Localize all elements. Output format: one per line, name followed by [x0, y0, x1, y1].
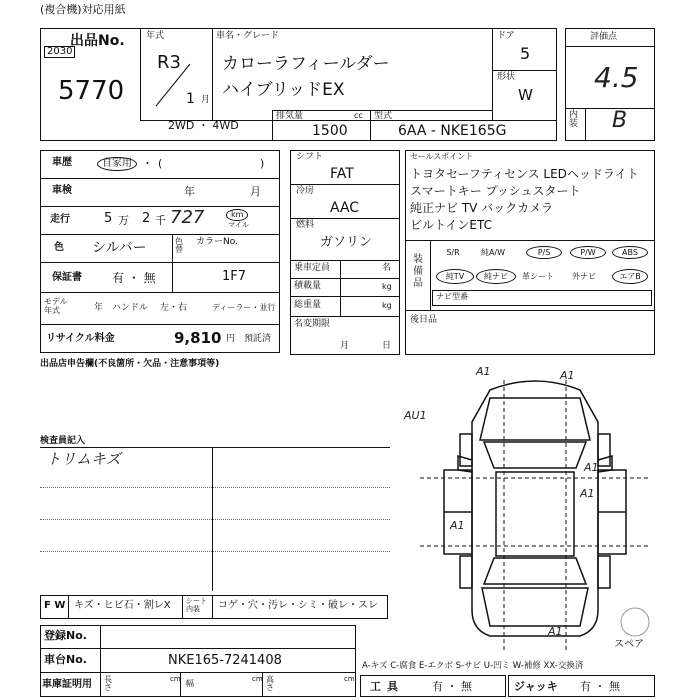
- inspector-text: トリムキズ: [46, 450, 121, 468]
- equipment-label: 装備品: [413, 254, 423, 289]
- color-change-label: 色替: [175, 237, 183, 254]
- mileage-sen-unit: 千: [155, 214, 166, 227]
- jack-value: 有 ・ 無: [580, 680, 620, 693]
- displacement-unit: cc: [354, 111, 363, 120]
- car-label: 車名・グレード: [216, 31, 280, 41]
- sales-label: セールスポイント: [410, 152, 474, 161]
- shift-value: FAT: [330, 166, 354, 182]
- width-cm: cm: [252, 675, 263, 683]
- interior-value: B: [612, 108, 628, 133]
- mark-7: A1: [548, 625, 563, 638]
- lot-stamp: 2030: [44, 46, 75, 58]
- mileage-man-unit: 万: [118, 214, 129, 227]
- history-label: 車歴: [52, 157, 72, 168]
- eq-leather: 革シート: [522, 272, 554, 281]
- fw-items: キズ・ヒビ石・割レX: [74, 600, 171, 611]
- cert-label: 車庫証明用: [42, 679, 92, 690]
- car-name: カローラフィールダー: [222, 54, 390, 74]
- navi-note: ナビ型番: [436, 292, 468, 301]
- displacement-label: 排気量: [276, 111, 304, 121]
- mileage-man: 5: [104, 211, 113, 226]
- chassis-label: 車台No.: [44, 653, 87, 666]
- seller-notes-label: 出品店申告欄(不良箇所・欠品・注意事項等): [40, 359, 220, 369]
- length-cm: cm: [170, 675, 181, 683]
- header-text: (複合機)対応用紙: [40, 3, 126, 16]
- car-grade: ハイブリッドEX: [222, 80, 345, 100]
- model-value: 6AA - NKE165G: [398, 123, 507, 139]
- inspector-notes-label: 検査員記入: [40, 436, 86, 446]
- mark-6: A1: [450, 519, 465, 532]
- car-diagram: [400, 360, 670, 650]
- model-year-unit: 年: [94, 303, 104, 313]
- handle-label: ハンドル: [112, 303, 149, 313]
- height-cm: cm: [344, 675, 355, 683]
- load-unit: kg: [382, 282, 392, 291]
- eq-pw: P/W: [570, 246, 606, 259]
- capacity-label: 乗車定員: [294, 263, 331, 273]
- inspection-label: 車検: [52, 185, 72, 196]
- interior-label: 内装: [569, 110, 579, 129]
- gross-unit: kg: [382, 301, 392, 310]
- sales-line-4: ビルトインETC: [410, 218, 492, 232]
- dealer-label: ディーラー・並行: [212, 303, 276, 312]
- height-label: 高さ: [266, 675, 274, 692]
- spare-label: スペア: [614, 639, 644, 650]
- eq-airbag: エアB: [612, 269, 648, 284]
- history-value: 自家用: [97, 157, 137, 171]
- door-label: ドア: [497, 31, 515, 41]
- year-month: 1: [186, 91, 195, 107]
- color-code-label: カラーNo.: [196, 237, 238, 247]
- reglimit-label: 名変期限: [294, 319, 331, 329]
- ac-label: 冷房: [296, 186, 315, 196]
- inspection-year: 年: [184, 185, 195, 198]
- eq-sr: S/R: [446, 248, 460, 257]
- seat-items: コゲ・穴・汚レ・シミ・破レ・スレ: [218, 600, 378, 611]
- color-code: 1F7: [222, 269, 247, 284]
- fuel-value: ガソリン: [320, 235, 373, 250]
- warranty-label: 保証書: [52, 272, 82, 283]
- recycle-note: 預託済: [244, 334, 272, 344]
- eq-navi: 純ナビ: [476, 269, 516, 284]
- color-value: シルバー: [92, 240, 147, 256]
- mileage-label: 走行: [50, 214, 70, 225]
- handle-options: 左・右: [160, 303, 188, 313]
- mileage-unit-km: km: [226, 209, 248, 221]
- model-year-label: モデル年式: [44, 297, 68, 315]
- history-dot: ・: [142, 157, 153, 170]
- length-label: 長さ: [104, 675, 112, 692]
- legend: A-キズ C-腐食 E-エクボ S-サビ U-凹ミ W-補修 XX-交換済: [362, 661, 584, 671]
- chassis-value: NKE165-7241408: [168, 653, 282, 668]
- door-value: 5: [520, 44, 531, 63]
- repair-label: 後日品: [410, 315, 438, 325]
- sales-line-3: 純正ナビ TV バックカメラ: [410, 201, 554, 215]
- history-paren-open: (: [158, 157, 163, 170]
- year-month-unit: 月: [201, 95, 211, 105]
- mileage-sen: 2: [142, 211, 151, 226]
- tools-label: 工具: [370, 680, 404, 693]
- color-label: 色: [54, 242, 64, 253]
- seat-label: シート内装: [186, 597, 207, 614]
- fuel-label: 燃料: [296, 220, 315, 230]
- eq-abs: ABS: [612, 246, 648, 259]
- mark-5: A1: [580, 487, 595, 500]
- mark-4: A1: [584, 461, 599, 474]
- shape-label: 形状: [497, 72, 516, 82]
- recycle-label: リサイクル料金: [46, 333, 115, 344]
- mileage-rest: 727: [170, 207, 205, 228]
- tools-value: 有 ・ 無: [432, 680, 472, 693]
- load-label: 積載量: [294, 281, 322, 291]
- mark-1: A1: [476, 365, 491, 378]
- shift-label: シフト: [296, 152, 324, 162]
- shape-value: W: [518, 86, 533, 104]
- year-label: 年式: [146, 31, 165, 41]
- recycle-unit: 円: [226, 334, 236, 344]
- score-value: 4.5: [594, 61, 639, 94]
- eq-tv: 純TV: [436, 269, 474, 284]
- details-block: [40, 150, 280, 353]
- lot-number: 5770: [58, 76, 125, 106]
- eq-ps: P/S: [526, 246, 562, 259]
- eq-extnavi: 外ナビ: [572, 272, 596, 281]
- warranty-value: 有 ・ 無: [112, 271, 156, 285]
- mark-2: A1: [560, 369, 575, 382]
- lot-label: 出品No.: [70, 33, 125, 49]
- fw-label: F W: [44, 600, 66, 611]
- jack-label: ジャッキ: [514, 680, 558, 693]
- recycle-value: 9,810: [174, 329, 222, 347]
- mileage-unit-mile: マイル: [228, 221, 249, 229]
- reg-label: 登録No.: [44, 629, 87, 642]
- ac-value: AAC: [330, 200, 360, 216]
- capacity-unit: 名: [382, 263, 392, 273]
- gross-label: 総重量: [294, 300, 322, 310]
- model-label: 型式: [374, 111, 393, 121]
- inspection-month: 月: [250, 185, 261, 198]
- drive-options: 2WD ・ 4WD: [168, 119, 239, 132]
- year-era: R3: [157, 52, 181, 73]
- sales-line-2: スマートキー プッシュスタート: [410, 184, 581, 198]
- width-label: 幅: [186, 679, 194, 688]
- sales-line-1: トヨタセーフティセンス LEDヘッドライト: [410, 167, 639, 181]
- mark-3: AU1: [404, 409, 427, 422]
- eq-aw: 純A/W: [480, 248, 506, 257]
- displacement-value: 1500: [312, 123, 348, 139]
- score-label: 評価点: [590, 32, 618, 42]
- reglimit-day: 日: [382, 341, 392, 351]
- reglimit-month: 月: [340, 341, 350, 351]
- history-paren-close: ): [260, 157, 265, 170]
